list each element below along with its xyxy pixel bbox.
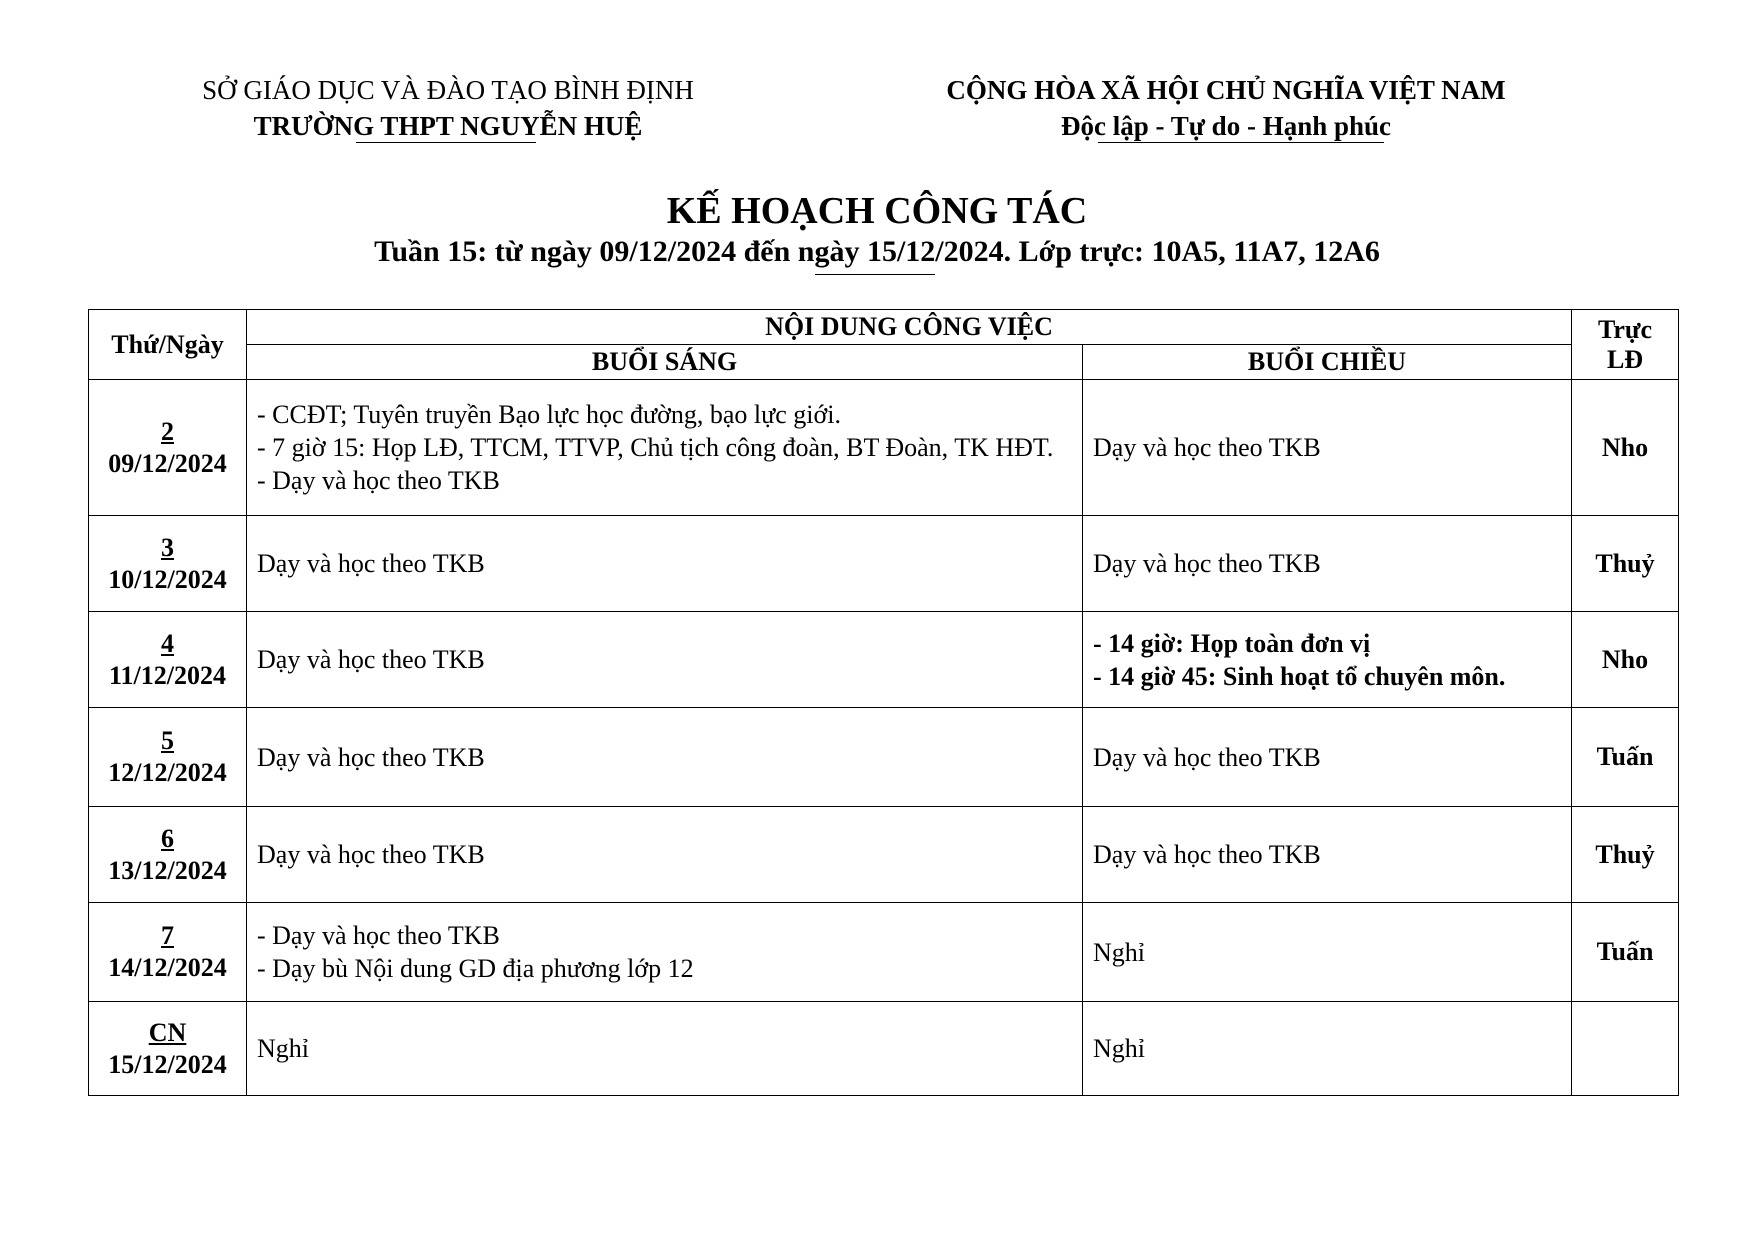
weekday: 3: [161, 532, 174, 562]
afternoon-line: Dạy và học theo TKB: [1093, 840, 1321, 869]
table-row: [89, 380, 1679, 516]
table-row: [89, 807, 1679, 903]
morning-line: - 7 giờ 15: Họp LĐ, TTCM, TTVP, Chủ tịch công đoàn, BT Đoàn, TK HĐT.: [257, 433, 1054, 462]
morning-line: - CCĐT; Tuyên truyền Bạo lực học đường, bạo lực giới.: [257, 400, 841, 429]
day-cell: [89, 1002, 247, 1096]
header-left: [150, 72, 746, 144]
morning-line: - Dạy và học theo TKB: [257, 921, 500, 950]
duty-cell: Thuỷ: [1572, 516, 1679, 612]
morning-cell: [247, 708, 1083, 807]
morning-line: Dạy và học theo TKB: [257, 742, 485, 772]
day-cell: [89, 903, 247, 1002]
afternoon-line: Dạy và học theo TKB: [1093, 742, 1321, 772]
afternoon-cell: [1083, 380, 1572, 516]
header-duty-line1: Trực: [1597, 314, 1653, 344]
header-day: Thứ/Ngày: [89, 310, 247, 380]
school-name: TRƯỜNG THPT NGUYỄN HUỆ: [253, 111, 643, 141]
date: 15/12/2024: [108, 1049, 227, 1079]
date: 13/12/2024: [108, 855, 227, 885]
afternoon-cell: [1083, 612, 1572, 708]
morning-cell: [247, 516, 1083, 612]
page-subtitle: Tuần 15: từ ngày 09/12/2024 đến ngày 15/12/2024. Lớp trực: 10A5, 11A7, 12A6: [374, 235, 1380, 268]
motto-underline: [1098, 142, 1384, 143]
afternoon-cell: [1083, 903, 1572, 1002]
afternoon-line: Nghỉ: [1093, 1034, 1145, 1063]
header-afternoon: BUỔI CHIỀU: [1083, 345, 1572, 380]
morning-cell: [247, 1002, 1083, 1096]
table-row: [89, 708, 1679, 807]
morning-line: Nghỉ: [257, 1034, 309, 1063]
table-row: [89, 516, 1679, 612]
duty-cell: Thuỷ: [1572, 807, 1679, 903]
afternoon-line: Dạy và học theo TKB: [1093, 549, 1321, 578]
weekday: CN: [148, 1017, 187, 1047]
afternoon-line: Nghỉ: [1093, 937, 1145, 967]
weekday: 5: [161, 726, 174, 755]
weekday: 2: [161, 416, 174, 446]
department-name: SỞ GIÁO DỤC VÀ ĐÀO TẠO BÌNH ĐỊNH: [202, 75, 694, 105]
table-row: [89, 612, 1679, 708]
morning-line: - Dạy và học theo TKB: [257, 466, 500, 495]
header-right: [906, 72, 1546, 144]
table-header-row: [89, 310, 1679, 345]
header-duty-line2: LĐ: [1606, 344, 1644, 374]
afternoon-line: Dạy và học theo TKB: [1093, 433, 1321, 462]
table-row: [89, 903, 1679, 1002]
day-cell: [89, 612, 247, 708]
afternoon-line: - 14 giờ 45: Sinh hoạt tổ chuyên môn.: [1093, 661, 1506, 691]
duty-cell: Tuấn: [1572, 708, 1679, 807]
afternoon-cell: [1083, 807, 1572, 903]
work-plan-table: [88, 309, 1679, 1096]
table-row: [89, 1002, 1679, 1096]
duty-cell: [1572, 1002, 1679, 1096]
day-cell: [89, 708, 247, 807]
date: 12/12/2024: [108, 758, 227, 787]
country-name: CỘNG HÒA XÃ HỘI CHỦ NGHĨA VIỆT NAM: [946, 75, 1506, 105]
school-underline: [356, 142, 536, 143]
date: 11/12/2024: [108, 660, 226, 690]
date: 14/12/2024: [108, 953, 227, 982]
duty-cell: Tuấn: [1572, 903, 1679, 1002]
day-cell: [89, 516, 247, 612]
duty-cell: Nho: [1572, 612, 1679, 708]
morning-cell: [247, 612, 1083, 708]
weekday: 7: [161, 921, 174, 950]
morning-line: - Dạy bù Nội dung GD địa phương lớp 12: [257, 954, 694, 983]
header-duty: [1572, 310, 1679, 380]
header-morning: BUỔI SÁNG: [247, 345, 1083, 380]
page-title: KẾ HOẠCH CÔNG TÁC: [666, 190, 1088, 232]
table-subheader-row: [89, 345, 1679, 380]
afternoon-cell: [1083, 516, 1572, 612]
weekday: 6: [161, 823, 174, 853]
national-motto: Độc lập - Tự do - Hạnh phúc: [1060, 111, 1392, 141]
subtitle-underline: [815, 274, 935, 275]
afternoon-cell: [1083, 708, 1572, 807]
weekday: 4: [161, 628, 174, 658]
morning-line: Dạy và học theo TKB: [257, 549, 485, 578]
morning-cell: [247, 380, 1083, 516]
afternoon-line: - 14 giờ: Họp toàn đơn vị: [1093, 628, 1371, 658]
afternoon-cell: [1083, 1002, 1572, 1096]
header-content: NỘI DUNG CÔNG VIỆC: [247, 310, 1572, 345]
morning-line: Dạy và học theo TKB: [257, 840, 485, 869]
morning-cell: [247, 807, 1083, 903]
date: 09/12/2024: [108, 448, 227, 478]
morning-line: Dạy và học theo TKB: [257, 645, 485, 674]
date: 10/12/2024: [108, 564, 227, 594]
day-cell: [89, 807, 247, 903]
morning-cell: [247, 903, 1083, 1002]
day-cell: [89, 380, 247, 516]
duty-cell: Nho: [1572, 380, 1679, 516]
